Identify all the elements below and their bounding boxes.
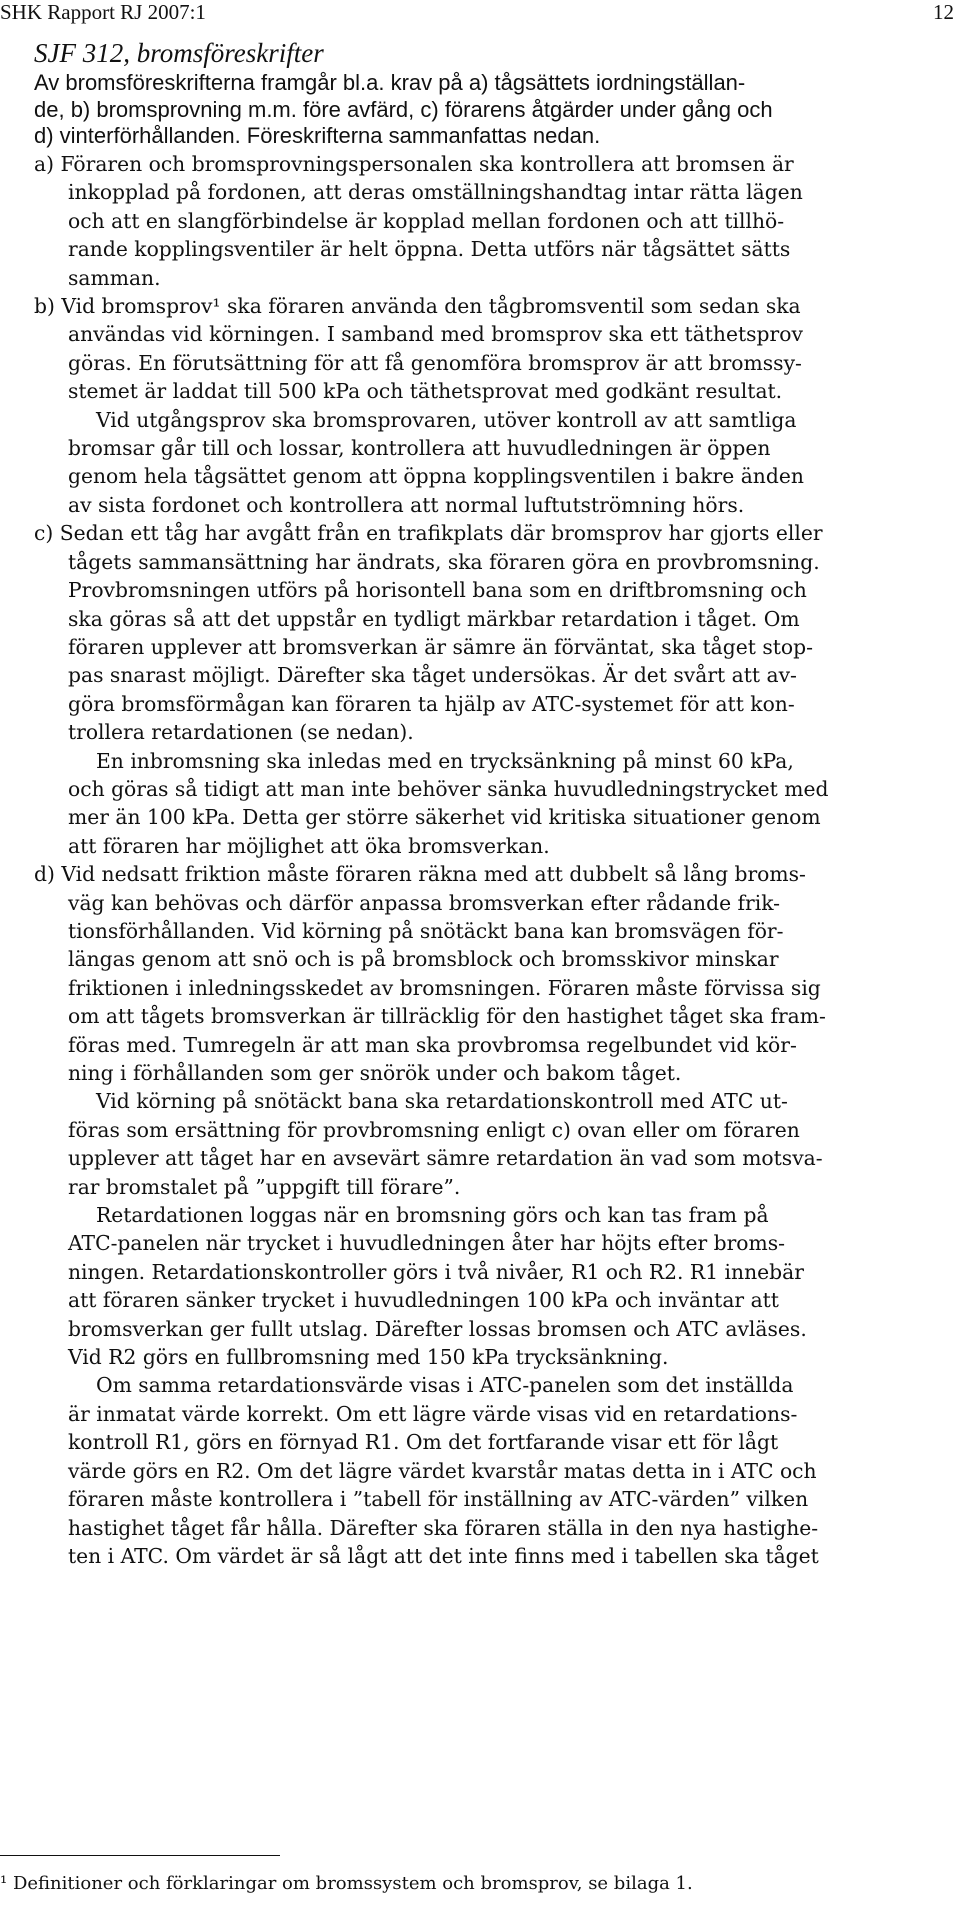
item-d-line: om att tågets bromsverkan är tillräcklig för den hastighet tåget ska fram- xyxy=(68,1004,826,1029)
item-d-line: Vid R2 görs en fullbromsning med 150 kPa trycksänkning. xyxy=(68,1345,669,1370)
item-a-line: inkopplad på fordonen, att deras omställningshandtag intar rätta lägen xyxy=(68,180,803,205)
item-d-line: Om samma retardationsvärde visas i ATC-panelen som det inställda xyxy=(96,1373,794,1398)
item-a-line: och att en slangförbindelse är kopplad mellan fordonen och att tillhö- xyxy=(68,208,785,233)
item-b-line: av sista fordonet och kontrollera att normal luftutströmning hörs. xyxy=(68,492,745,517)
item-a-line: rande kopplingsventiler är helt öppna. Detta utförs när tågsättet sätts xyxy=(68,237,791,262)
intro-line: d) vinterförhållanden. Föreskrifterna sammanfattas nedan. xyxy=(34,123,601,148)
item-b-line: Vid utgångsprov ska bromsprovaren, utöver kontroll av att samtliga xyxy=(96,407,797,432)
intro-paragraph xyxy=(34,70,954,150)
item-b-line: bromsar går till och lossar, kontrollera att huvudledningen är öppen xyxy=(68,436,771,461)
item-d-line: ningen. Retardationskontroller görs i två nivåer, R1 och R2. R1 innebär xyxy=(68,1259,804,1284)
item-c-line: ska göras så att det uppstår en tydligt märkbar retardation i tåget. Om xyxy=(68,606,800,631)
item-c-line: c) Sedan ett tåg har avgått från en trafikplats där bromsprov har gjorts eller xyxy=(34,521,823,546)
item-c-line: trollera retardationen (se nedan). xyxy=(68,720,414,745)
item-d-line: värde görs en R2. Om det lägre värdet kvarstår matas detta in i ATC och xyxy=(68,1458,817,1483)
item-c-line: och göras så tidigt att man inte behöver sänka huvudledningstrycket med xyxy=(68,776,829,801)
item-c-line: mer än 100 kPa. Detta ger större säkerhet vid kritiska situationer genom xyxy=(68,805,821,830)
item-b-line: genom hela tågsättet genom att öppna kopplingsventilen i bakre änden xyxy=(68,464,804,489)
item-c-line: föraren upplever att bromsverkan är sämre än förväntat, ska tåget stop- xyxy=(68,634,813,659)
item-d-line: kontroll R1, görs en förnyad R1. Om det fortfarande visar ett för lågt xyxy=(68,1430,779,1455)
item-d-line: ATC-panelen när trycket i huvudledningen åter har höjts efter broms- xyxy=(68,1231,785,1256)
footnote-divider xyxy=(0,1855,280,1856)
item-d-line: upplever att tåget har en avsevärt sämre retardation än vad som motsva- xyxy=(68,1146,823,1171)
item-c-line: En inbromsning ska inledas med en trycksänkning på minst 60 kPa, xyxy=(96,748,794,773)
intro-line: de, b) bromsprovning m.m. före avfärd, c) förarens åtgärder under gång och xyxy=(34,96,773,122)
item-c-line: tågets sammansättning har ändrats, ska föraren göra en provbromsning. xyxy=(68,549,820,574)
item-a-line: samman. xyxy=(68,265,161,290)
page-number: 12 xyxy=(933,0,954,24)
item-b-line: göras. En förutsättning för att få genomföra bromsprov är att bromssy- xyxy=(68,350,802,375)
item-d-line: ning i förhållanden som ger snörök under och bakom tåget. xyxy=(68,1061,682,1085)
item-d-line: friktionen i inledningsskedet av bromsningen. Föraren måste förvissa sig xyxy=(68,975,821,1000)
item-c-line: göra bromsförmågan kan föraren ta hjälp av ATC-systemet för att kon- xyxy=(68,691,795,716)
item-d-line: föras som ersättning för provbromsning enligt c) ovan eller om föraren xyxy=(68,1117,800,1142)
item-d-line: föras med. Tumregeln är att man ska provbromsa regelbundet vid kör- xyxy=(68,1032,797,1057)
item-d-line: rar bromstalet på ”uppgift till förare”. xyxy=(68,1174,461,1199)
intro-line: Av bromsföreskrifterna framgår bl.a. krav på a) tågsättets iordningställan- xyxy=(34,70,746,95)
report-header: SHK Rapport RJ 2007:1 xyxy=(0,0,206,24)
item-c-line: Provbromsningen utförs på horisontell bana som en driftbromsning och xyxy=(68,578,807,603)
body-text xyxy=(34,150,954,1570)
item-d-line: Vid körning på snötäckt bana ska retardationskontroll med ATC ut- xyxy=(96,1089,788,1114)
item-c-line: pas snarast möjligt. Därefter ska tåget undersökas. Är det svårt att av- xyxy=(68,663,797,688)
item-d-line: hastighet tåget får hålla. Därefter ska föraren ställa in den nya hastighe- xyxy=(68,1515,819,1540)
section-title: SJF 312, bromsföreskrifter xyxy=(34,38,324,68)
item-b-line: stemet är laddat till 500 kPa och täthetsprovat med godkänt resultat. xyxy=(68,379,783,404)
item-d-line: längas genom att snö och is på bromsblock och bromsskivor minskar xyxy=(68,947,779,972)
item-d-line: att föraren sänker trycket i huvudledningen 100 kPa och inväntar att xyxy=(68,1288,779,1313)
item-d-line: Retardationen loggas när en bromsning görs och kan tas fram på xyxy=(96,1203,769,1228)
item-d-line: är inmatat värde korrekt. Om ett lägre värde visas vid en retardations- xyxy=(68,1401,798,1426)
item-c-line: att föraren har möjlighet att öka bromsverkan. xyxy=(68,833,550,858)
item-d-line: föraren måste kontrollera i ”tabell för inställning av ATC-värden” vilken xyxy=(68,1487,809,1512)
footnote: ¹ Definitioner och förklaringar om bromssystem och bromsprov, se bilaga 1. xyxy=(0,1873,693,1894)
item-b-line: användas vid körningen. I samband med bromsprov ska ett täthetsprov xyxy=(68,322,803,347)
item-b-line: b) Vid bromsprov¹ ska föraren använda den tågbromsventil som sedan ska xyxy=(34,294,801,319)
item-d-line: ten i ATC. Om värdet är så lågt att det inte finns med i tabellen ska tåget xyxy=(68,1543,819,1568)
item-a-line: a) Föraren och bromsprovningspersonalen ska kontrollera att bromsen är xyxy=(34,152,794,176)
item-d-line: d) Vid nedsatt friktion måste föraren räkna med att dubbelt så lång broms- xyxy=(34,862,806,887)
item-d-line: väg kan behövas och därför anpassa bromsverkan efter rådande frik- xyxy=(68,890,781,915)
item-d-line: bromsverkan ger fullt utslag. Därefter lossas bromsen och ATC avläses. xyxy=(68,1316,807,1341)
item-d-line: tionsförhållanden. Vid körning på snötäckt bana kan bromsvägen för- xyxy=(68,918,784,943)
